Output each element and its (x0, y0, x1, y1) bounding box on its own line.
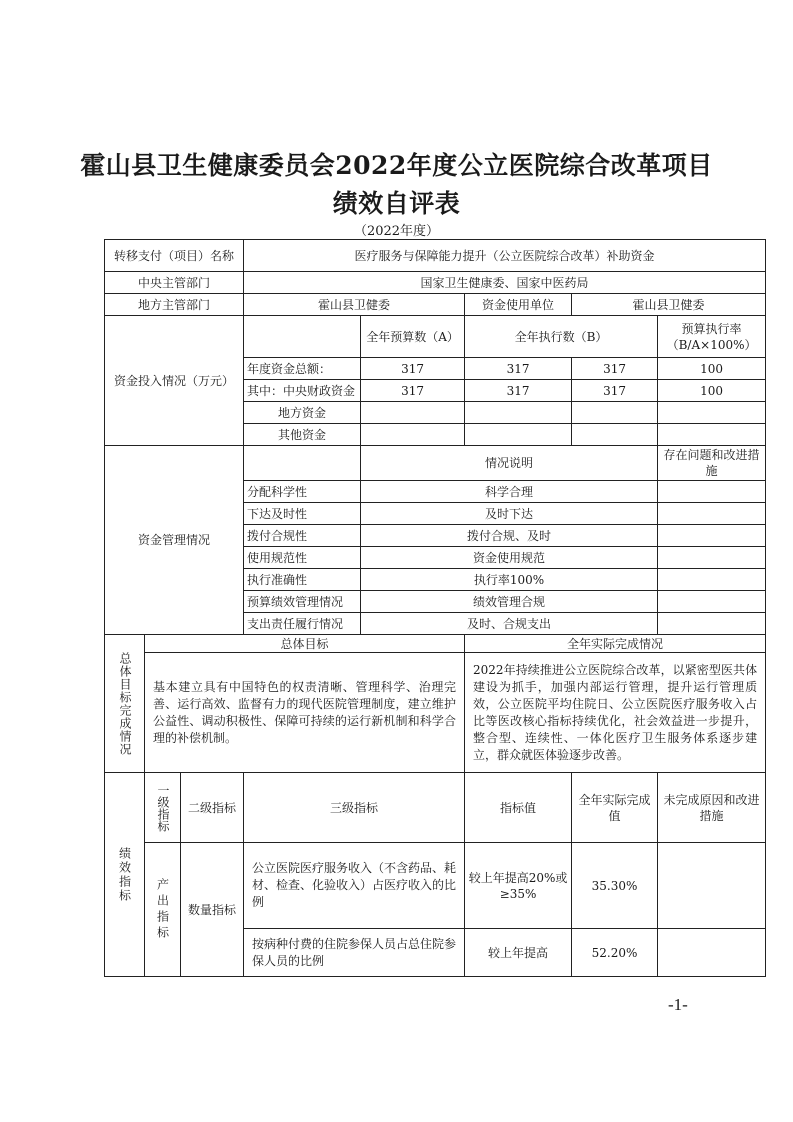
management-issue (658, 525, 766, 547)
investment-row-label: 地方资金 (244, 402, 361, 424)
investment-exec-2: 317 (572, 380, 658, 402)
indicator-value: 较上年提高 (465, 929, 572, 977)
indicator-value: 较上年提高20%或≥35% (465, 843, 572, 929)
investment-header-blank (244, 316, 361, 358)
management-desc: 及时、合规支出 (361, 613, 658, 635)
management-issue (658, 547, 766, 569)
investment-budget: 317 (361, 380, 465, 402)
management-desc: 执行率100% (361, 569, 658, 591)
management-desc: 绩效管理合规 (361, 591, 658, 613)
management-item: 使用规范性 (244, 547, 361, 569)
management-item: 拨付合规性 (244, 525, 361, 547)
management-desc: 科学合理 (361, 481, 658, 503)
year-label: （2022年度） (353, 224, 440, 239)
management-item: 下达及时性 (244, 503, 361, 525)
management-header-blank (244, 446, 361, 481)
management-issue (658, 481, 766, 503)
goals-done-text: 2022年持续推进公立医院综合改革，以紧密型医共体建设为抓手，加强内部运行管理，提升运行管理质效，公立医院平均住院日、公立医院医疗服务收入占比等医改核心指标持续优化，社会效益进一步提升，整合型、连续性、一体化医疗卫生服务体系逐步建立，群众就医体验逐步改善。 (465, 653, 766, 773)
header-issue: 存在问题和改进措施 (658, 446, 766, 481)
management-item: 预算绩效管理情况 (244, 591, 361, 613)
investment-budget: 317 (361, 358, 465, 380)
investment-exec-2 (572, 402, 658, 424)
investment-row-label: 其他资金 (244, 424, 361, 446)
indicator-name: 公立医院医疗服务收入（不含药品、耗材、检查、化验收入）占医疗收入的比例 (244, 843, 465, 929)
investment-rate: 100 (658, 358, 766, 380)
management-issue (658, 613, 766, 635)
investment-rate (658, 424, 766, 446)
investment-row-label: 其中：中央财政资金 (244, 380, 361, 402)
investment-rate (658, 402, 766, 424)
management-desc: 拨付合规、及时 (361, 525, 658, 547)
investment-row-label: 年度资金总额： (244, 358, 361, 380)
management-issue (658, 591, 766, 613)
investment-exec: 317 (465, 358, 572, 380)
goals-header-done: 全年实际完成情况 (465, 635, 766, 653)
project-name: 医疗服务与保障能力提升（公立医院综合改革）补助资金 (244, 240, 766, 272)
investment-budget (361, 402, 465, 424)
header-level2: 二级指标 (181, 773, 244, 843)
fund-unit-label: 资金使用单位 (465, 294, 572, 316)
level1-value: 产出指标 (145, 843, 181, 977)
investment-label: 资金投入情况（万元） (105, 316, 244, 446)
central-dept: 国家卫生健康委、国家中医药局 (244, 272, 766, 294)
goals-header-goal: 总体目标 (145, 635, 465, 653)
header-level3: 三级指标 (244, 773, 465, 843)
level2-value: 数量指标 (181, 843, 244, 977)
goals-text: 基本建立具有中国特色的权责清晰、管理科学、治理完善、运行高效、监督有力的现代医院管理制度，建立维护公益性、调动积极性、保障可持续的运行新机制和科学合理的补偿机制。 (145, 653, 465, 773)
header-desc: 情况说明 (361, 446, 658, 481)
header-level1: 一级指标 (145, 773, 181, 843)
investment-budget (361, 424, 465, 446)
goals-label: 总体目标完成情况 (105, 635, 145, 773)
investment-rate: 100 (658, 380, 766, 402)
project-name-label: 转移支付（项目）名称 (105, 240, 244, 272)
indicator-actual: 35.30% (572, 843, 658, 929)
header-actual: 全年实际完成值 (572, 773, 658, 843)
investment-exec-2 (572, 424, 658, 446)
indicator-reason (658, 843, 766, 929)
local-dept: 霍山县卫健委 (244, 294, 465, 316)
document-title-line1: 霍山县卫生健康委员会2022年度公立医院综合改革项目 (80, 151, 713, 180)
management-item: 分配科学性 (244, 481, 361, 503)
management-label: 资金管理情况 (105, 446, 244, 635)
investment-exec-2: 317 (572, 358, 658, 380)
management-item: 执行准确性 (244, 569, 361, 591)
management-item: 支出责任履行情况 (244, 613, 361, 635)
indicator-actual: 52.20% (572, 929, 658, 977)
header-reason: 未完成原因和改进措施 (658, 773, 766, 843)
page-number: -1- (668, 995, 688, 1014)
indicator-name: 按病种付费的住院参保人员占总住院参保人员的比例 (244, 929, 465, 977)
investment-exec (465, 402, 572, 424)
investment-exec (465, 424, 572, 446)
management-desc: 及时下达 (361, 503, 658, 525)
central-dept-label: 中央主管部门 (105, 272, 244, 294)
header-budget: 全年预算数（A） (361, 316, 465, 358)
document-title-line2: 绩效自评表 (332, 189, 461, 218)
performance-label (105, 773, 145, 977)
header-exec: 全年执行数（B） (465, 316, 658, 358)
management-issue (658, 503, 766, 525)
local-dept-label: 地方主管部门 (105, 294, 244, 316)
header-value: 指标值 (465, 773, 572, 843)
investment-exec: 317 (465, 380, 572, 402)
performance-label-text: 绩效指标 (117, 846, 132, 903)
indicator-reason (658, 929, 766, 977)
fund-unit: 霍山县卫健委 (572, 294, 766, 316)
evaluation-table (104, 239, 766, 977)
header-rate: 预算执行率（B/A×100%） (658, 316, 766, 358)
management-issue (658, 569, 766, 591)
management-desc: 资金使用规范 (361, 547, 658, 569)
